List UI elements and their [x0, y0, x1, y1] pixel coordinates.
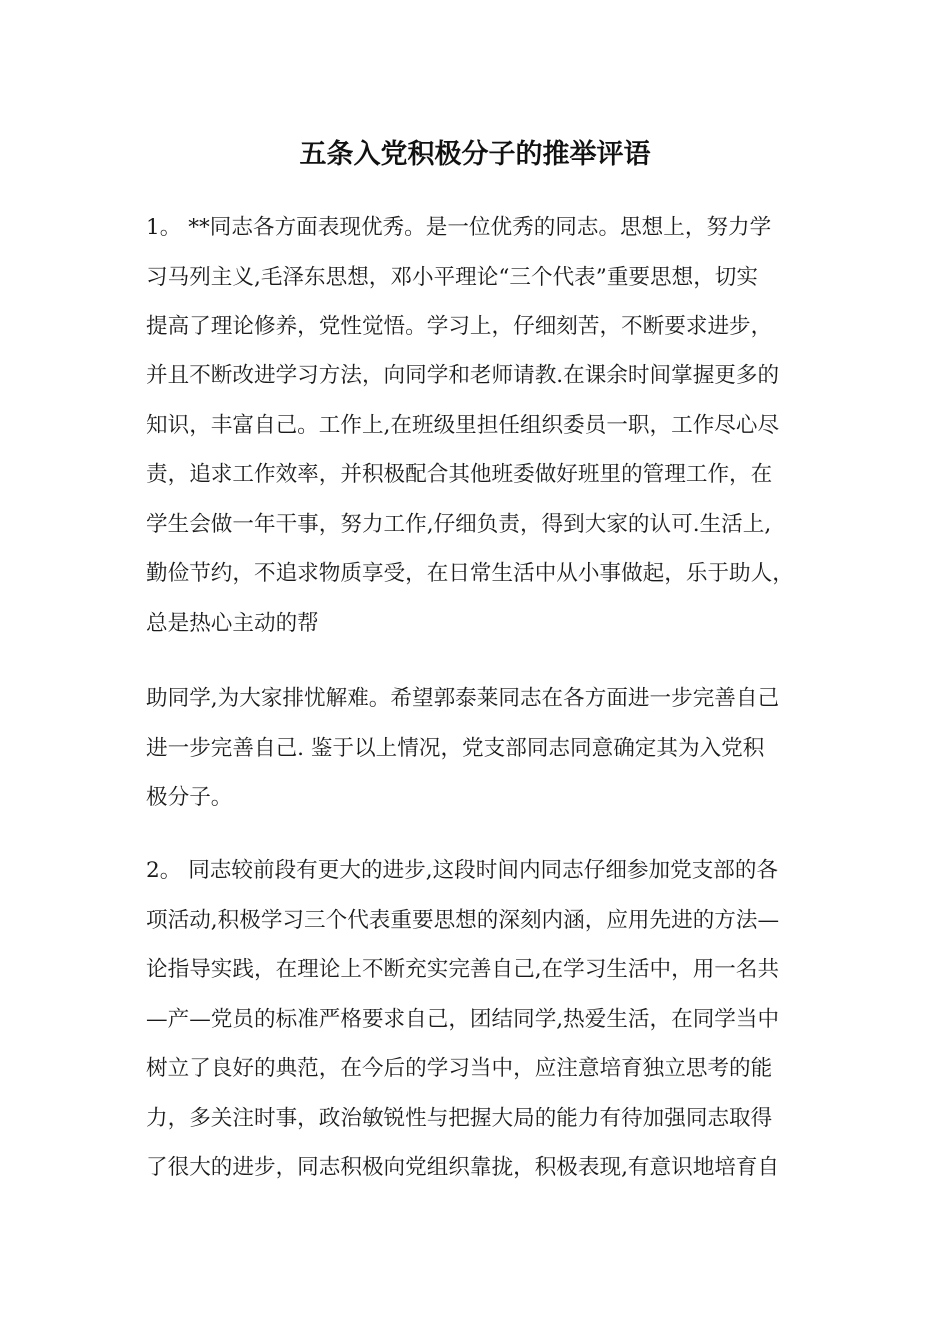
paragraph-line: 并且不断改进学习方法，向同学和老师请教.在课余时间掌握更多的: [146, 363, 780, 388]
paragraph-line: 责，追求工作效率，并积极配合其他班委做好班里的管理工作，在: [146, 462, 773, 487]
paragraph-line: 力，多关注时事，政治敏锐性与把握大局的能力有待加强同志取得: [146, 1106, 773, 1131]
paragraph-line: 总是热心主动的帮: [146, 611, 319, 636]
paragraph-line: 极分子。: [146, 785, 233, 810]
paragraph-line: 助同学,为大家排忧解难。希望郭泰莱同志在各方面进一步完善自己: [146, 686, 780, 711]
paragraph-line: 知识，丰富自己。工作上,在班级里担任组织委员一职，工作尽心尽: [146, 413, 780, 438]
paragraph-line: 项活动,积极学习三个代表重要思想的深刻内涵，应用先进的方法—: [146, 908, 780, 933]
paragraph-line: 勤俭节约，不追求物质享受，在日常生活中从小事做起，乐于助人，: [146, 561, 794, 586]
paragraph-line: 习马列主义,毛泽东思想，邓小平理论“三个代表”重要思想，切实: [146, 265, 758, 290]
paragraph-line: 论指导实践，在理论上不断充实完善自己,在学习生活中，用一名共: [146, 957, 780, 982]
paragraph-line: 树立了良好的典范，在今后的学习当中，应注意培育独立思考的能: [146, 1056, 773, 1081]
paragraph-line: 1。 **同志各方面表现优秀。是一位优秀的同志。思想上，努力学: [146, 215, 772, 240]
document-title: 五条入党积极分子的推举评语: [299, 139, 651, 170]
paragraph-line: 学生会做一年干事，努力工作,仔细负责，得到大家的认可.生活上,: [146, 512, 772, 537]
paragraph-line: 提高了理论修养，党性觉悟。学习上，仔细刻苦，不断要求进步，: [146, 314, 773, 339]
paragraph-line: —产—党员的标准严格要求自己，团结同学,热爱生活，在同学当中: [146, 1007, 780, 1032]
paragraph-line: 2。 同志较前段有更大的进步,这段时间内同志仔细参加党支部的各: [146, 858, 779, 883]
paragraph-line: 进一步完善自己. 鉴于以上情况，党支部同志同意确定其为入党积: [146, 736, 765, 761]
paragraph-line: 了很大的进步，同志积极向党组织靠拢，积极表现,有意识地培育自: [146, 1155, 780, 1180]
